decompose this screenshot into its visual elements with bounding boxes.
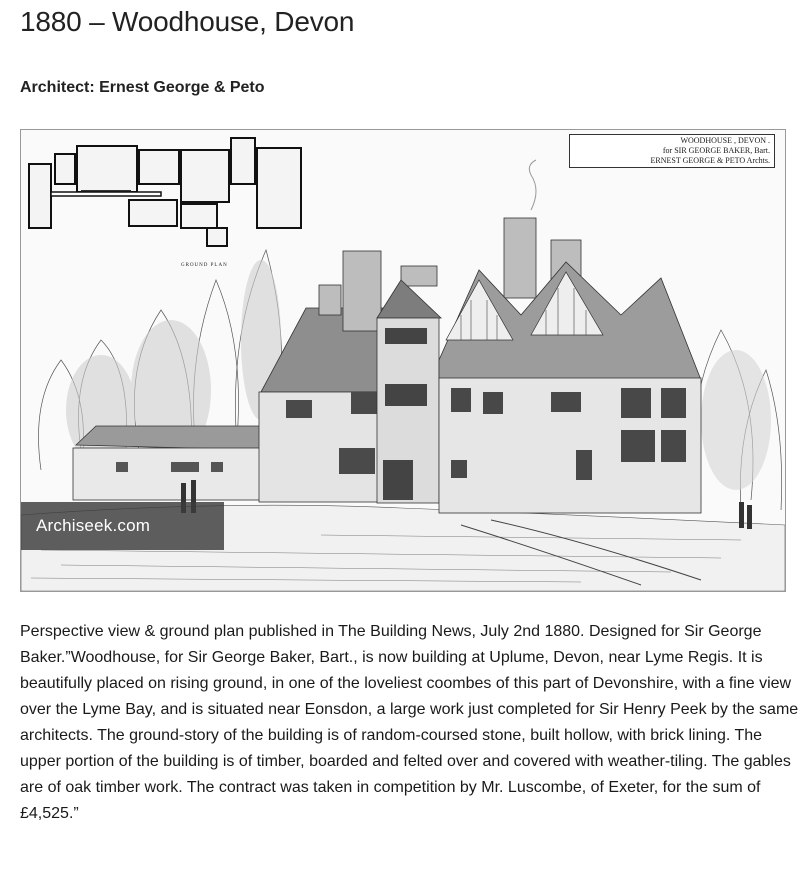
caption-line: WOODHOUSE , DEVON . — [680, 136, 770, 145]
engraving-illustration[interactable] — [20, 129, 786, 592]
watermark-text: Archiseek.com — [36, 516, 151, 535]
caption-line: for SIR GEORGE BAKER, Bart. — [662, 146, 770, 155]
description-text: Perspective view & ground plan published in The Building News, July 2nd 1880. Designed for Sir George Baker.”Woodhouse, for Sir George Baker, Bart., is now building at Uplume, Devon, near Lyme Regis. It is beautifully placed on rising ground, in one of the loveliest coombes of this part of Devonshire, with a fine view over the Lyme Bay, and is situated near Eonsdon, a large work just completed for Sir Henry Peek by the same architects. The ground-story of the building is of random-coursed stone, built hollow, with brick lining. The upper portion of the building is of timber, boarded and felted over and covered with weather-tiling. The gables are of oak timber work. The contract was taken in competition by Mr. Luscombe, of Exeter, for the sum of £4,525.” — [20, 623, 799, 822]
engraving-caption-box — [569, 134, 775, 168]
ground-plan-label: GROUND PLAN — [181, 263, 228, 268]
page-title: 1880 – Woodhouse, Devon — [20, 6, 355, 37]
architect-credit: Architect: Ernest George & Peto — [20, 79, 265, 96]
caption-line: ERNEST GEORGE & PETO Archts. — [650, 156, 770, 165]
watermark-banner — [21, 502, 224, 550]
